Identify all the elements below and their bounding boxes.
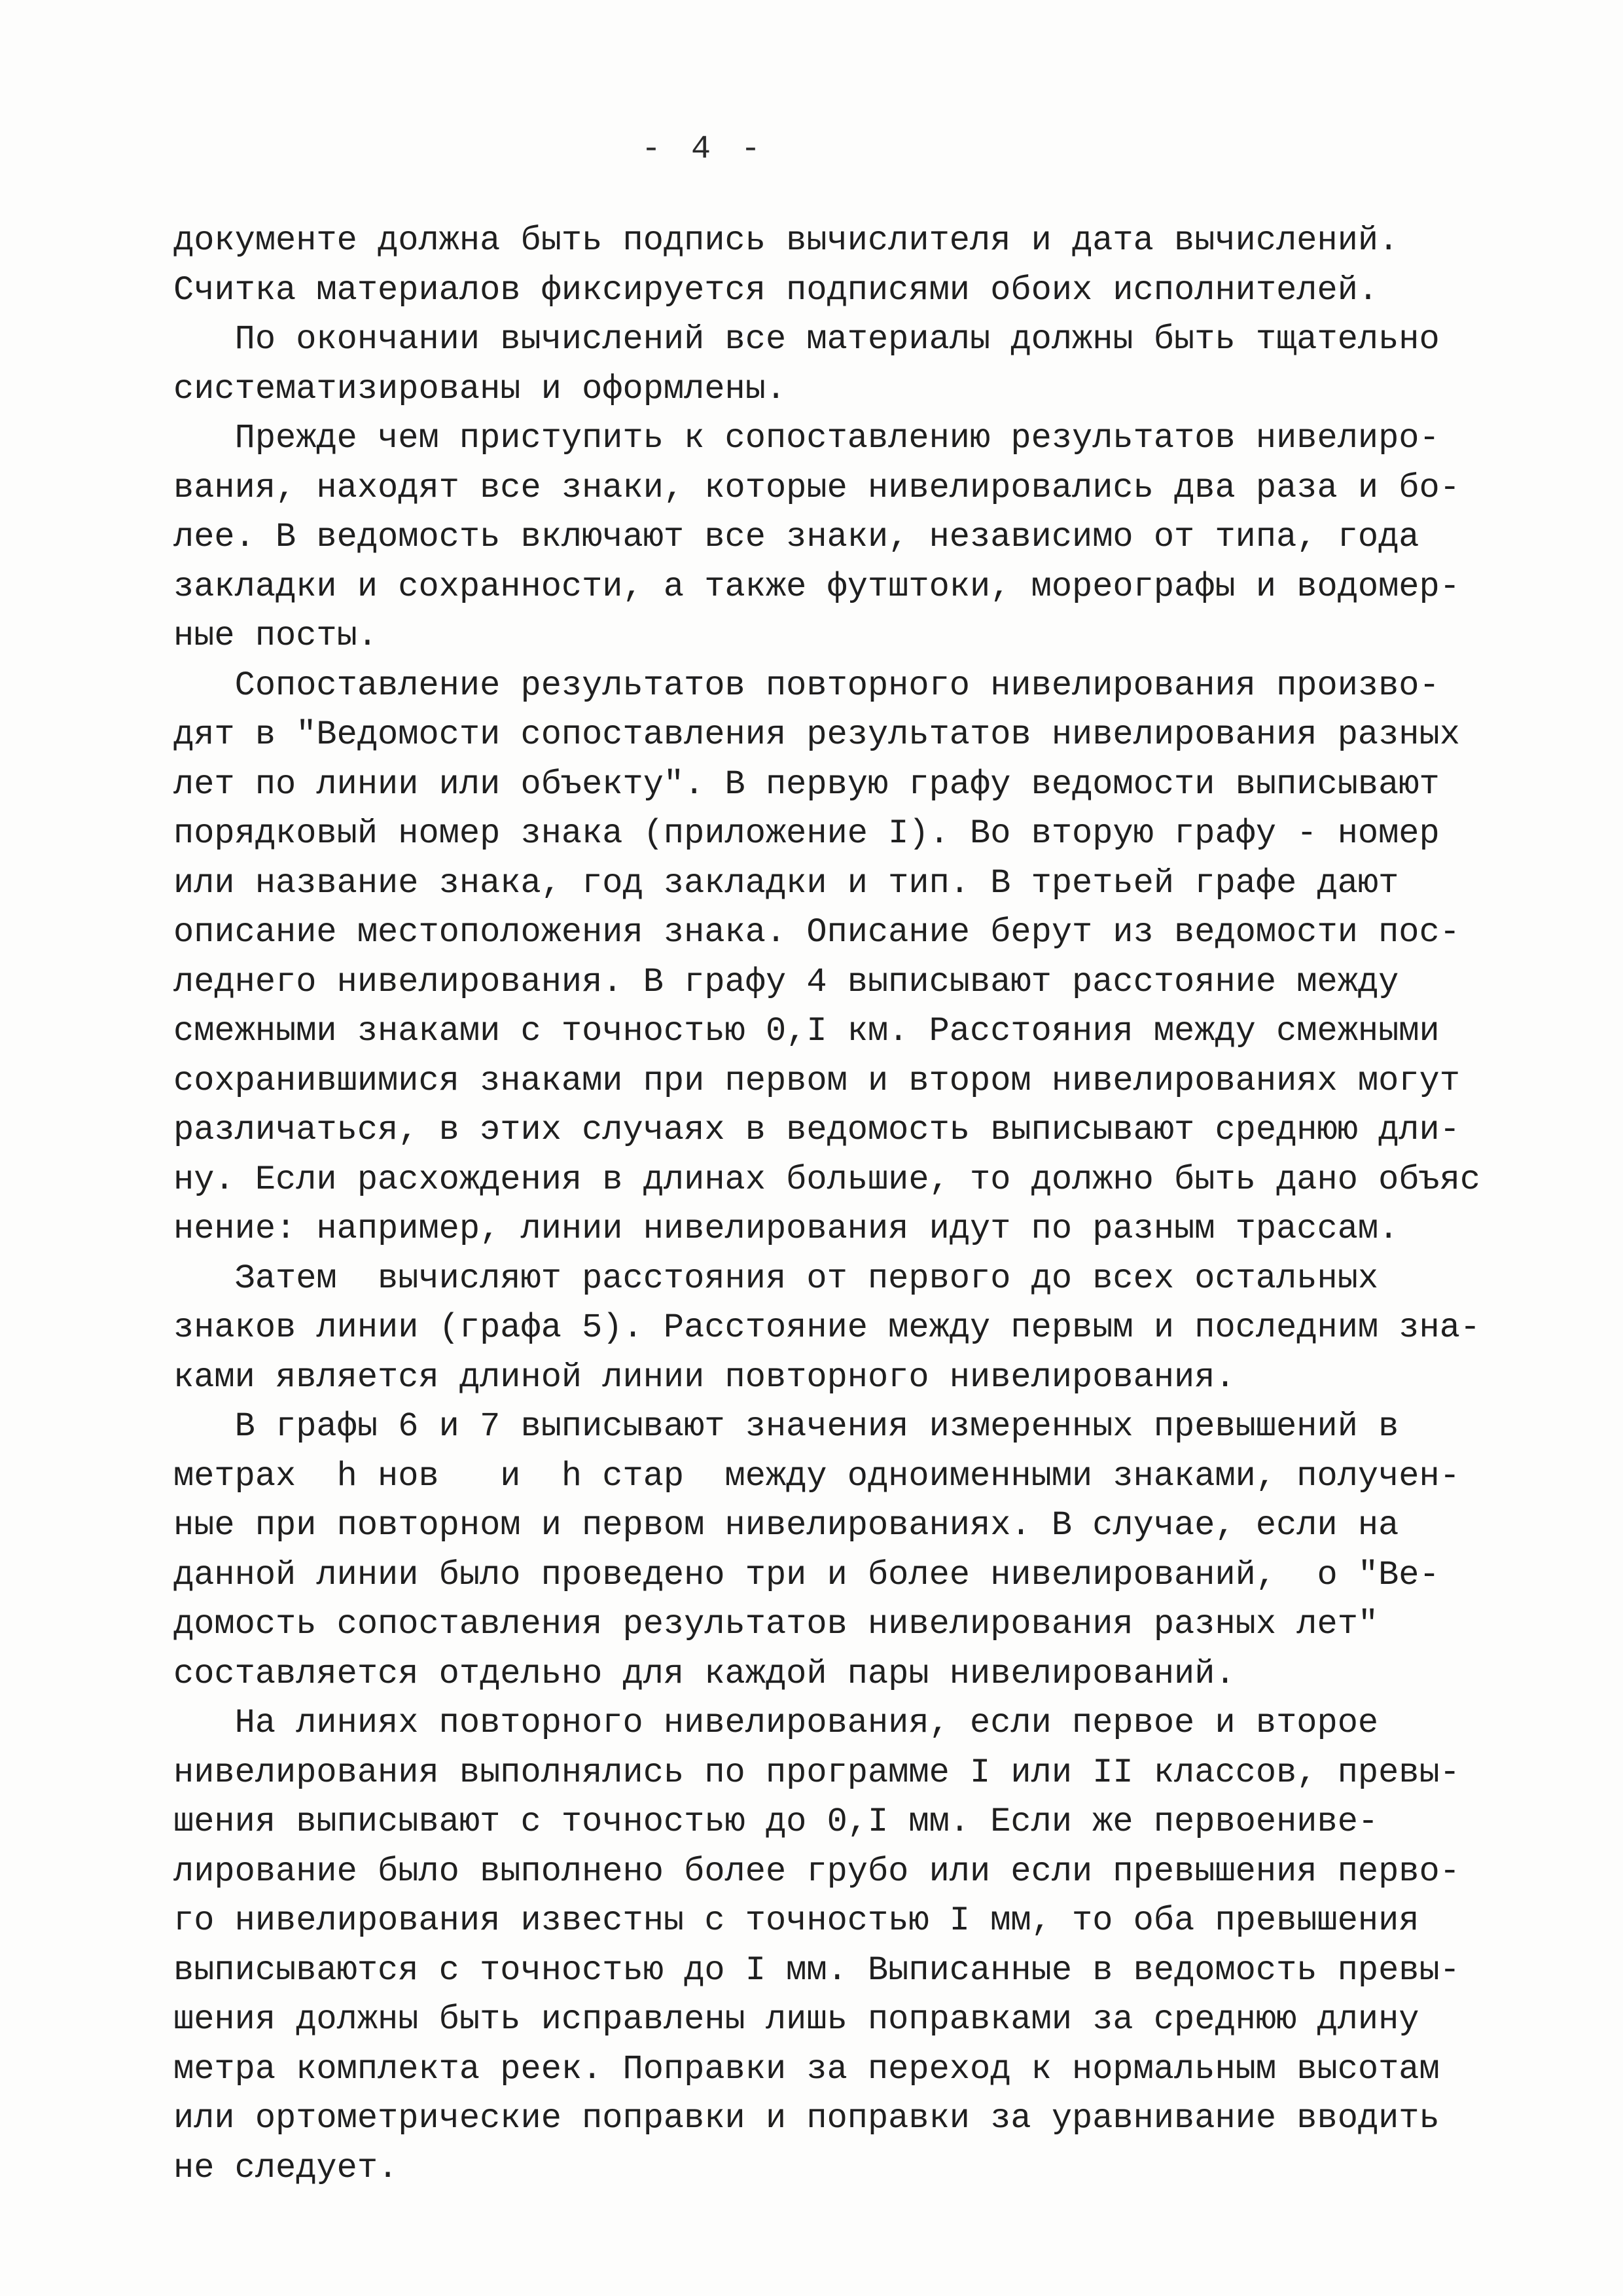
text-line: вания, находят все знаки, которые нивелировались два раза и бо- [173, 468, 1460, 507]
text-line: ками является длиной линии повторного нивелирования. [173, 1357, 1236, 1397]
text-line: выписываются с точностью до I мм. Выписанные в ведомость превы- [173, 1950, 1460, 1990]
text-line: домость сопоставления результатов нивелирования разных лет" [173, 1605, 1379, 1643]
text-line: шения должны быть исправлены лишь поправками за среднюю длину [173, 2000, 1419, 2039]
paragraph [173, 661, 1481, 1254]
text-line: описание местоположения знака. Описание берут из ведомости пос- [173, 913, 1460, 952]
text-line: или название знака, год закладки и тип. В третьей графе дают [173, 863, 1399, 903]
text-line: смежными знаками с точностью 0,I км. Расстояния между смежными [173, 1012, 1440, 1050]
paragraph [173, 1402, 1460, 1698]
text-line: закладки и сохранности, а также футштоки, мореографы и водомер- [173, 567, 1460, 606]
text-line: различаться, в этих случаях в ведомость выписывают среднюю дли- [173, 1111, 1460, 1149]
text-line: ные посты. [173, 617, 378, 655]
text-line: систематизированы и оформлены. [173, 369, 787, 408]
text-line: данной линии было проведено три и более нивелирований, о "Ве- [173, 1555, 1440, 1594]
text-line: не следует. [173, 2148, 399, 2187]
text-line: го нивелирования известны с точностью I мм, то оба превышения [173, 1901, 1419, 1940]
text-line: ные при повторном и первом нивелированиях. В случае, если на [173, 1506, 1399, 1545]
text-line: Сопоставление результатов повторного нивелирования произво- [173, 666, 1440, 705]
text-line: дят в "Ведомости сопоставления результатов нивелирования разных [173, 715, 1460, 754]
paragraph [173, 1698, 1460, 2193]
text-line: сохранившимися знаками при первом и втором нивелированиях могут [173, 1061, 1460, 1100]
text-line: или ортометрические поправки и поправки за уравнивание вводить [173, 2099, 1440, 2138]
text-line: шения выписывают с точностью до 0,I мм. Если же первоениве- [173, 1803, 1379, 1841]
text-line: В графы 6 и 7 выписывают значения измеренных превышений в [173, 1407, 1399, 1446]
text-line: Затем вычисляют расстояния от первого до всех остальных [173, 1259, 1379, 1298]
text-line: документе должна быть подпись вычислителя и дата вычислений. [173, 221, 1399, 260]
paragraph [173, 1254, 1481, 1403]
text-line: лее. В ведомость включают все знаки, независимо от типа, года [173, 518, 1419, 556]
text-line: лет по линии или объекту". В первую графу ведомости выписывают [173, 764, 1440, 804]
text-line: ну. Если расхождения в длинах большие, то должно быть дано объяс [173, 1160, 1481, 1199]
text-line: лирование было выполнено более грубо или если превышения перво- [173, 1852, 1460, 1891]
text-line: порядковый номер знака (приложение I). Во вторую графу - номер [173, 814, 1440, 853]
text-line: метра комплекта реек. Поправки за переход к нормальным высотам [173, 2049, 1440, 2089]
text-line: Считка материалов фиксируется подписями обоих исполнителей. [173, 270, 1379, 310]
text-line: По окончании вычислений все материалы должны быть тщательно [173, 320, 1440, 359]
text-line: На линиях повторного нивелирования, если первое и второе [173, 1704, 1379, 1742]
text-line: составляется отдельно для каждой пары нивелирований. [173, 1654, 1236, 1693]
page-number: - 4 - [641, 131, 766, 168]
text-line: метрах h нов и h стар между одноименными знаками, получен- [173, 1456, 1460, 1496]
text-line: знаков линии (графа 5). Расстояние между первым и последним зна- [173, 1308, 1481, 1347]
text-line: Прежде чем приступить к сопоставлению результатов нивелиро- [173, 419, 1440, 457]
text-line: нение: например, линии нивелирования идут по разным трассам. [173, 1210, 1399, 1248]
text-line: нивелирования выполнялись по программе I или II классов, превы- [173, 1753, 1460, 1792]
paragraph [173, 216, 1430, 315]
body-text [173, 216, 1481, 2193]
text-line: леднего нивелирования. В графу 4 выписывают расстояние между [173, 962, 1399, 1001]
paragraph [173, 414, 1460, 661]
paragraph [173, 315, 1440, 414]
